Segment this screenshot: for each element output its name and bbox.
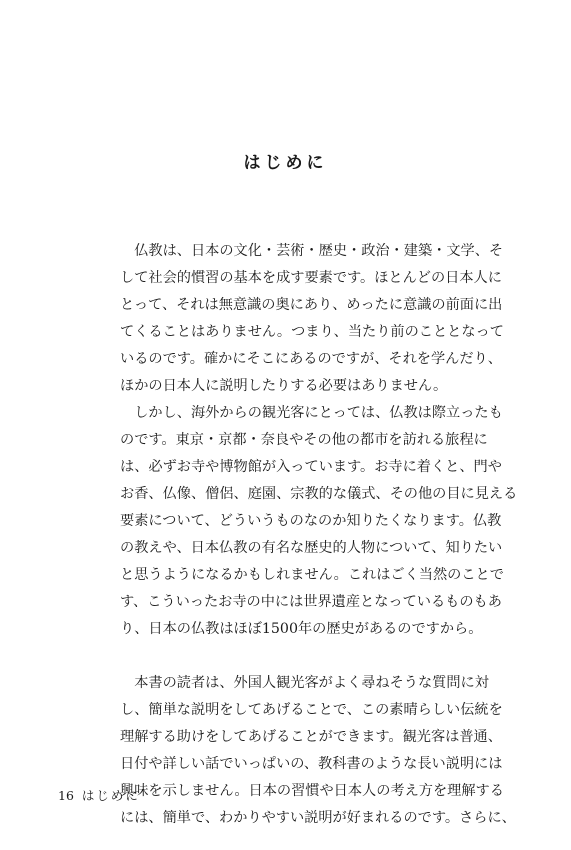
text-line: は、必ずお寺や博物館が入っています。お寺に着くと、門や: [120, 459, 502, 475]
text-line: には、簡単で、わかりやすい説明が好まれるのです。さらに、: [120, 810, 516, 826]
text-line: し、簡単な説明をしてあげることで、この素晴らしい伝統を: [120, 702, 503, 718]
body-text: [120, 238, 518, 832]
paragraph-spacer: [120, 643, 512, 670]
running-header-section: はじめに: [81, 788, 140, 803]
paragraph-2: [120, 400, 518, 643]
text-line: いるのです。確かにそこにあるのですが、それを学んだり、: [120, 351, 502, 367]
paragraph-3: [120, 670, 516, 832]
text-line: り、日本の仏教はほぼ1500年の歴史があるのですから。: [120, 621, 483, 637]
text-line: てくることはありません。つまり、当たり前のこととなって: [120, 324, 504, 340]
page-title: はじめに: [243, 153, 328, 173]
text-line: 仏教は、日本の文化・芸術・歴史・政治・建築・文学、そ: [120, 243, 504, 259]
text-line: ほかの日本人に説明したりする必要はありません。: [120, 378, 448, 394]
text-line: のです。東京・京都・奈良やその他の都市を訪れる旅程に: [120, 432, 488, 448]
text-line: の教えや、日本仏教の有名な歴史的人物について、知りたい: [120, 540, 503, 556]
text-line: とって、それは無意識の奥にあり、めったに意識の前面に出: [120, 297, 503, 313]
text-line: 理解する助けをしてあげることができます。観光客は普通、: [120, 729, 502, 745]
text-line: と思うようになるかもしれません。これはごく当然のことで: [120, 567, 504, 583]
page-footer: [58, 786, 140, 804]
text-line: 興味を示しません。日本の習慣や日本人の考え方を理解する: [120, 783, 504, 799]
text-line: 日付や詳しい話でいっぱいの、教科書のような長い説明には: [120, 756, 503, 772]
text-line: しかし、海外からの観光客にとっては、仏教は際立ったも: [120, 405, 503, 421]
paragraph-1: [120, 238, 512, 400]
text-line: 本書の読者は、外国人観光客がよく尋ねそうな質問に対: [120, 675, 489, 691]
text-line: 要素について、どういうものなのか知りたくなります。仏教: [120, 513, 502, 529]
text-line: す、こういったお寺の中には世界遺産となっているものもあ: [120, 594, 502, 610]
text-line: お香、仏像、僧侶、庭園、宗教的な儀式、その他の目に見える: [120, 486, 518, 502]
page-number: 16: [58, 788, 74, 803]
text-line: して社会的慣習の基本を成す要素です。ほとんどの日本人に: [120, 270, 502, 286]
